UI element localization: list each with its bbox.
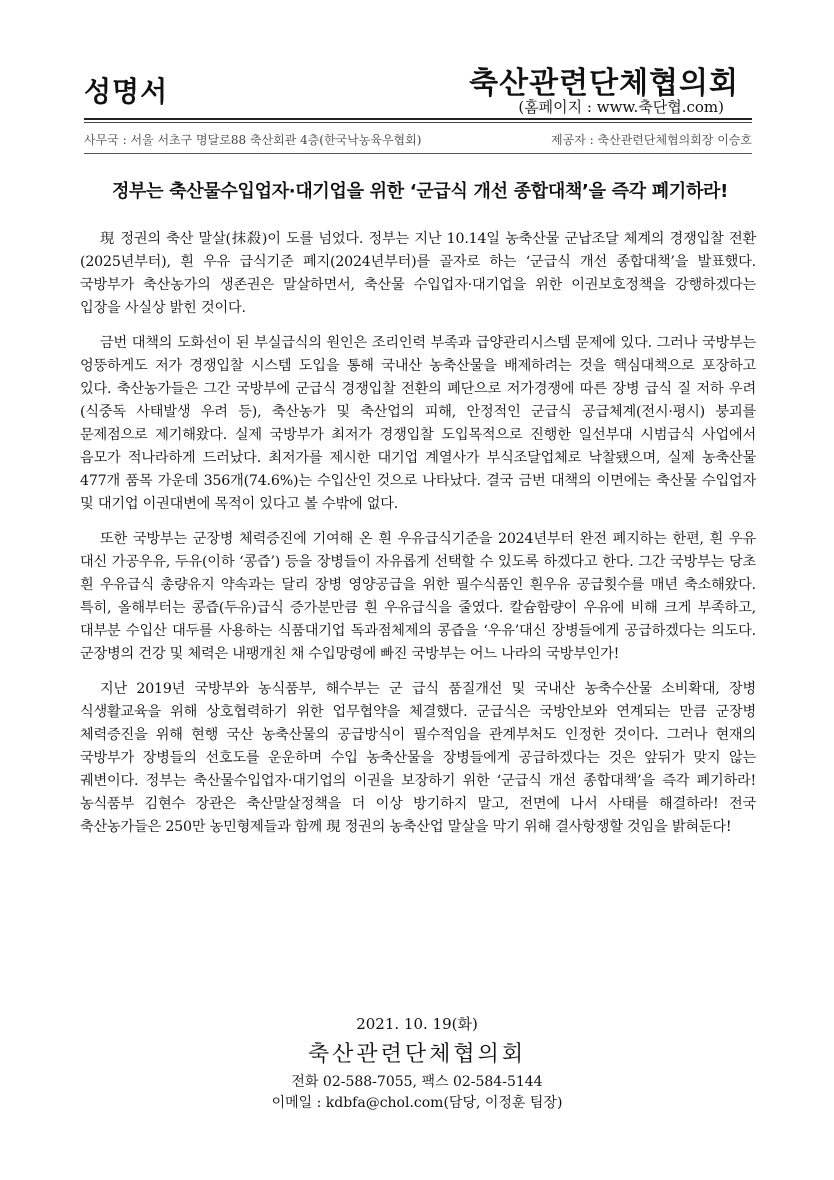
paragraph: 금번 대책의 도화선이 된 부실급식의 원인은 조리인력 부족과 급양관리시스템 문제에 있다. 그러나 국방부는 엉뚱하게도 저가 경쟁입찰 시스템 도입을 통해 국내산 농축산물을 배제하려는 것을 핵심대책으로 포장하고 있다. 축산농가들은 그간 국방부에 군급식 경쟁입찰 전환의 폐단으로 저가경쟁에 따른 장병 급식 질 저하 우려(식중독 사태발생 우려 등), 축산농가 및 축산업의 피해, 안정적인 군급식 공급체계(전시·평시) 붕괴를 문제점으로 제기해왔다. 실제 국방부가 최저가 경쟁입찰 도입목적으로 진행한 일선부대 시범급식 사업에서 음모가 적나라하게 드러났다. 최저가를 제시한 대기업 계열사가 부식조달업체로 낙찰됐으며, 실제 농축산물 477개 품목 가운데 356개(74.6%)는 수입산인 것으로 나타났다. 결국 금번 대책의 이면에는 축산물 수입업자 및 대기업 이권대변에 목적이 있다고 볼 수밖에 없다. [80, 335, 756, 512]
provider-info: 제공자 : 축산관련단체협의회장 이승호 [551, 133, 752, 147]
contact-phone-fax: 전화 02-588-7055, 팩스 02-584-5144 [291, 1074, 543, 1090]
office-address: 사무국 : 서울 서초구 명달로88 축산회관 4층(한국낙농육우협회) [84, 133, 422, 147]
organization-title: 축산관련단체협의회 [469, 66, 739, 101]
header-divider [84, 118, 752, 120]
contact-email: 이메일 : kdbfa@chol.com(담당, 이정훈 팀장) [271, 1095, 563, 1111]
paragraph: 現 정권의 축산 말살(抹殺)이 도를 넘었다. 정부는 지난 10.14일 농축산물 군납조달 체계의 경쟁입찰 전환(2025년부터), 흰 우유 급식기준 폐지(2024년부터)를 골자로 하는 ‘군급식 개선 종합대책’을 발표했다. 국방부가 축산농가의 생존권은 말살하면서, 축산물 수입업자·대기업을 위한 이권보호정책을 강행하겠다는 입장을 사실상 밝힌 것이다. [80, 231, 756, 316]
issue-date: 2021. 10. 19(화) [356, 1015, 478, 1033]
signer-organization: 축산관련단체협의회 [307, 1042, 527, 1067]
header-divider-thin [84, 122, 752, 123]
paragraph: 또한 국방부는 군장병 체력증진에 기여해 온 흰 우유급식기준을 2024년부터 완전 폐지하는 한편, 흰 우유 대신 가공우유, 두유(이하 ‘콩즙’) 등을 장병들이 자유롭게 선택할 수 있도록 하겠다고 한다. 그간 국방부는 당초 흰 우유급식 총량유지 약속과는 달리 장병 영양공급을 위한 필수식품인 흰우유 공급횟수를 매년 축소해왔다. 특히, 올해부터는 콩즙(두유)급식 증가분만큼 흰 우유급식을 줄였다. 칼슘함량이 우유에 비해 크게 부족하고, 대부분 수입산 대두를 사용하는 식품대기업 독과점체제의 콩즙을 ‘우유’대신 장병들에게 공급하겠다는 의도다. 군장병의 건강 및 체력은 내팽개친 채 수입망령에 빠진 국방부는 어느 나라의 국방부인가! [80, 531, 756, 662]
paragraph: 지난 2019년 국방부와 농식품부, 해수부는 군 급식 품질개선 및 국내산 농축수산물 소비확대, 장병 식생활교육을 위해 상호협력하기 위한 업무협약을 체결했다. 군급식은 국방안보와 연계되는 만큼 군장병 체력증진을 위해 현행 국산 농축산물의 공급방식이 필수적임을 관계부처도 인정한 것이다. 그러나 현재의 국방부가 장병들의 선호도를 운운하며 수입 농축산물을 장병들에게 공급하겠다는 것은 앞뒤가 맞지 않는 궤변이다. 정부는 축산물수입업자·대기업의 이권을 보장하기 위한 ‘군급식 개선 종합대책’을 즉각 폐기하라! 농식품부 김현수 장관은 축산말살정책을 더 이상 방기하지 말고, 전면에 나서 사태를 해결하라! 전국 축산농가들은 250만 농민형제들과 함께 現 정권의 농축산업 말살을 막기 위해 결사항쟁할 것임을 밝혀둔다! [80, 681, 756, 835]
statement-body [80, 228, 756, 851]
headline: 정부는 축산물수입업자·대기업을 위한 ‘군급식 개선 종합대책’을 즉각 폐기하라! [111, 181, 729, 202]
homepage-line: (홈페이지 : www.축단협.com) [518, 98, 724, 116]
document-type: 성명서 [84, 75, 169, 108]
info-divider [84, 153, 752, 154]
